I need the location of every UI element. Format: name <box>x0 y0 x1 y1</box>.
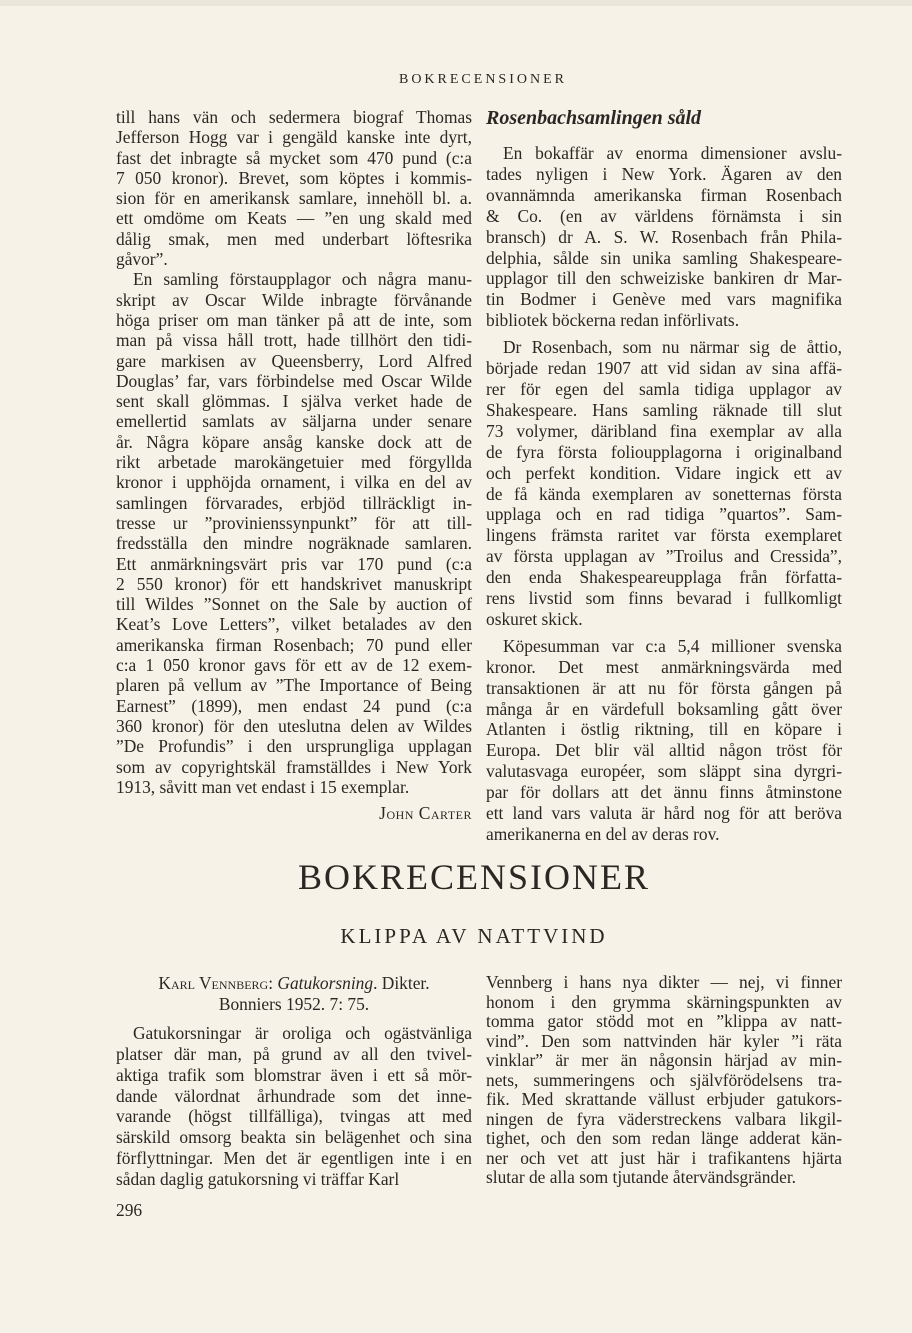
text-line: den enda Shakespeareupplaga från författa- <box>486 567 842 588</box>
text-line: förflyttningar. Men det är egentligen inte i en <box>116 1148 472 1169</box>
page-number: 296 <box>116 1200 143 1220</box>
paragraph <box>486 337 842 630</box>
text-line: transaktionen är att nu för första gången på <box>486 677 842 698</box>
text-line: & Co. (en av världens förnämsta i sin <box>486 205 842 226</box>
running-head: BOKRECENSIONER <box>398 72 567 87</box>
section-title: BOKRECENSIONER <box>297 857 651 897</box>
text-line: slutar de alla som tjutande återvändsgränder. <box>486 1167 797 1187</box>
page-edge <box>0 0 912 6</box>
text-line: ovannämnda amerikanska firman Rosenbach <box>486 184 842 205</box>
text-line: gåvor”. <box>116 249 168 270</box>
text-line: tin Bodmer i Genève med vars magnifika <box>486 289 842 310</box>
text-line: år. Några köpare ansåg kanske dock att de <box>116 431 472 452</box>
text-line: till Wildes ”Sonnet on the Sale by auction of <box>116 594 472 615</box>
review-title: KLIPPA AV NATTVIND <box>340 924 608 948</box>
text-line: varande (högst tillfälliga), tvingas att med <box>116 1106 472 1127</box>
review-author: Karl Vennberg <box>158 973 269 993</box>
text-line: amerikanerna en del av deras rov. <box>486 824 720 844</box>
text-line: Vennberg i hans nya dikter — nej, vi finner <box>486 972 842 992</box>
text-line: Atlanten i östlig riktning, till en köpare i <box>486 719 842 740</box>
text-line: tresse ur ”provinienssynpunkt” för att till- <box>116 512 472 533</box>
text-line: Dr Rosenbach, som nu närmar sig de åttio, <box>503 337 842 358</box>
text-line: som av copyrightskäl framställdes i New York <box>116 756 472 777</box>
text-line: kronor i upphöjda ornament, i vilka en del av <box>116 472 472 493</box>
text-line: upplagor till den schweiziske bankiren dr Mar- <box>486 268 842 289</box>
text-line: samlingen förvarades, erbjöd tillräckligt in- <box>116 492 472 513</box>
text-line: c:a 1 050 kronor gavs för ett av de 12 exem- <box>116 655 472 676</box>
text-line: 2 550 kronor) för ett handskrivet manuskript <box>116 573 472 594</box>
review-publisher: Bonniers 1952. 7: 75. <box>218 993 370 1014</box>
text-line: fik. Med skrattande vällust erbjuder gatukors- <box>486 1089 842 1109</box>
text-line: ”De Profundis” i den ursprungliga upplagan <box>116 736 472 757</box>
text-line: lingens främsta raritet var första exemplaret <box>486 525 842 546</box>
review-left-column <box>116 973 472 1190</box>
text-line: Shakespeare. Hans samling räknade till slut <box>486 399 842 420</box>
article-right-column <box>486 105 842 845</box>
text-line: 7 050 kronor). Brevet, som köptes i kommis- <box>116 167 472 188</box>
text-line: började redan 1907 att vid sidan av sina affä- <box>486 358 842 379</box>
text-line: 1913, såvitt man vet endast i 15 exemplar. <box>116 776 410 797</box>
text-line: Keat’s Love Letters”, vilket betalades av den <box>116 614 472 635</box>
text-line: 73 volymer, däribland fina exemplar av alla <box>486 420 842 441</box>
text-line: tades nyligen i New York. Ägaren av den <box>486 163 842 184</box>
text-line: tighet, och den som redan länge adderat kän- <box>486 1128 842 1148</box>
spacer <box>116 1015 472 1023</box>
article-left-column <box>116 107 472 823</box>
text-line: honom i den grymma skärningspunkten av <box>486 991 842 1012</box>
text-line: amerikanska firman Rosenbach; 70 pund eller <box>116 634 472 655</box>
text-line: dande välordnat århundrade som det inne- <box>116 1085 472 1106</box>
text-line: Gatukorsningar är oroliga och ogästvänliga <box>133 1022 472 1043</box>
text-line: man på vissa håll trott, hade tillhört den tidi- <box>116 330 472 351</box>
text-line: plaren på vellum av ”The Importance of Being <box>116 675 472 696</box>
text-line: Earnest” (1899), men endast 24 pund (c:a <box>116 695 472 716</box>
text-line: dålig smak, men med underbart löftesrika <box>116 228 472 249</box>
article-body <box>486 143 842 845</box>
text-line: emellertid samlats av säljarna under senare <box>116 411 472 432</box>
text-line: tomma gator stödd mot en ”klippa av natt- <box>486 1011 842 1031</box>
paragraph <box>116 269 472 797</box>
text-line: de fyra första folioupplagorna i originalband <box>486 441 842 462</box>
text-line: gare markisen av Queensberry, Lord Alfred <box>116 350 472 371</box>
text-line: upplaga och en rad tidiga ”quartos”. Sam- <box>486 504 842 525</box>
article-heading: Rosenbachsamlingen såld <box>486 107 702 129</box>
review-right-column <box>486 973 842 1188</box>
text-line: En bokaffär av enorma dimensioner avslu- <box>503 143 842 163</box>
text-line: ningen de fyra väderstreckens valbara likgil- <box>486 1108 842 1129</box>
text-line: aktiga trafik som blomstrar även i ett så mör- <box>116 1064 472 1085</box>
text-line: de få kända exemplaren av sonetternas första <box>486 483 842 504</box>
text-line: skript av Oscar Wilde inbragte förvånande <box>116 289 472 310</box>
text-line: Köpesumman var c:a 5,4 millioner svenska <box>503 635 842 656</box>
review-body <box>486 973 842 1188</box>
text-line: En samling förstaupplagor och några manu- <box>133 269 472 290</box>
text-line: Ett anmärkningsvärt pris var 170 pund (c:a <box>116 553 472 574</box>
text-line: sion för en amerikansk samlare, innehöll bl. a. <box>116 188 472 209</box>
text-line: 360 kronor) för den uteslutna delen av Wildes <box>116 715 472 736</box>
text-line: bransch) dr A. S. W. Rosenbach från Phila- <box>486 226 842 247</box>
text-line: delphia, sålde sin unika samling Shakespeare- <box>486 247 842 268</box>
text-line: Douglas’ far, vars förbindelse med Oscar Wilde <box>116 370 472 391</box>
text-line: ett land vars valuta är hård nog för att beröva <box>486 803 842 824</box>
text-line: fast det inbragte så mycket som 470 pund (c:a <box>116 147 472 168</box>
paragraph <box>486 143 842 331</box>
paragraph <box>486 636 842 845</box>
text-line: många år en värdefull boksamling gått över <box>486 698 842 719</box>
text-line: ner och vet att just här i trafikantens hjärta <box>486 1147 842 1168</box>
citation-genre: . Dikter. <box>373 973 430 993</box>
author-signature: John Carter <box>379 803 472 824</box>
text-line: oskuret skick. <box>486 608 583 629</box>
text-line: särskild omsorg beakta sin belägenhet och sina <box>116 1127 472 1148</box>
text-line: valutasvaga européer, som släppt sina dyrgri- <box>486 761 842 782</box>
text-line: bibliotek böckerna redan införlivats. <box>486 310 740 331</box>
text-line: sådan daglig gatukorsning vi träffar Karl <box>116 1169 400 1190</box>
text-line: sent skall glömmas. I själva verket hade de <box>116 391 472 412</box>
paragraph <box>116 107 472 269</box>
text-line: rens livstid som finns bevarad i fullkomligt <box>486 588 842 609</box>
text-line: par för dollars att det ännu finns åtminstone <box>486 782 842 803</box>
text-line: platser där man, på grund av all den tvivel- <box>116 1043 472 1064</box>
text-line: av första upplagan av ”Troilus and Cressida”, <box>486 546 842 567</box>
text-line: vind”. Den som nattvinden här kyler ”i räta <box>486 1030 842 1051</box>
text-line: vinklar” är mer än någonsin härjad av min- <box>486 1050 842 1070</box>
text-line: höga priser om man tänker på att de inte, som <box>116 309 472 330</box>
text-line: ett omdöme om Keats — ”en ung skald med <box>116 208 472 229</box>
text-line: Jefferson Hogg var i gengäld kanske inte dyrt, <box>116 127 472 148</box>
review-citation: Karl Vennberg: Gatukorsning. Dikter. <box>158 973 430 993</box>
text-line: rer för egen del samla tidiga upplagor av <box>486 378 842 399</box>
article-body <box>116 107 472 797</box>
text-line: till hans vän och sedermera biograf Thomas <box>116 107 472 127</box>
text-line: fredsställa den mindre nogräknade samlaren. <box>116 533 472 554</box>
text-line: kronor. Det mest anmärkningsvärda med <box>486 656 842 677</box>
text-line: rikt arbetade marokängetuier med förgyllda <box>116 452 472 473</box>
text-line: Europa. Det blir väl alltid någon tröst för <box>486 740 842 761</box>
book-title: Gatukorsning <box>277 973 374 993</box>
review-body <box>116 1023 472 1190</box>
text-line: nets, summeringens och självförödelsens tra- <box>486 1069 842 1090</box>
text-line: och perfekt kondition. Vidare ingick ett av <box>486 462 842 483</box>
